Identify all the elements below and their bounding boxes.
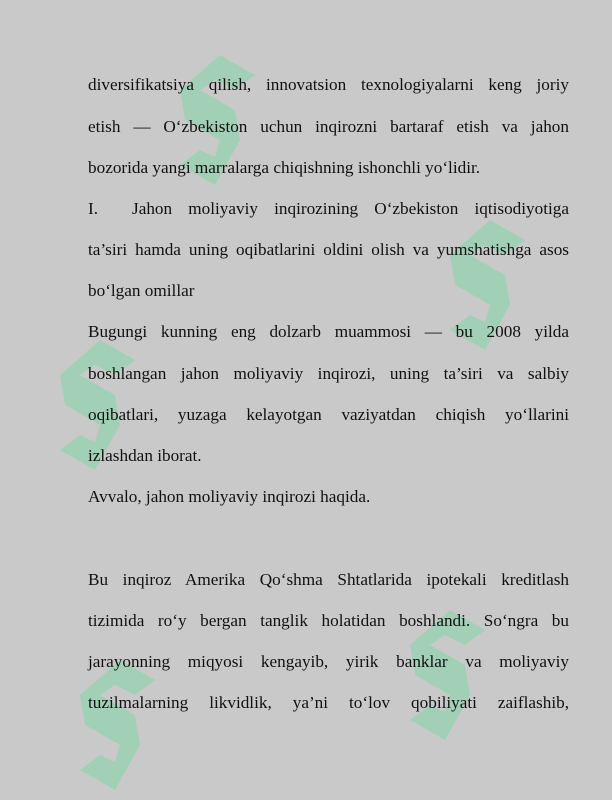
paragraph-line: Bu inqiroz Amerika Qo‘shma Shtatlarida ipotekali kreditlash <box>88 570 569 589</box>
paragraph-line: boshlangan jahon moliyaviy inqirozi, uning ta’siri va salbiy <box>88 364 569 383</box>
watermark-logo-icon <box>60 650 170 800</box>
paragraph-line: diversifikatsiya qilish, innovatsion texnologiyalarni keng joriy <box>88 75 569 94</box>
heading-number: I. <box>88 199 99 218</box>
paragraph-line: tizimida ro‘y bergan tanglik holatidan boshlandi. So‘ngra bu <box>88 611 569 630</box>
paragraph-line: tuzilmalarning likvidlik, ya’ni to‘lov qobiliyati zaiflashib, <box>88 693 569 712</box>
heading-line: bo‘lgan omillar <box>88 281 195 300</box>
paragraph-line: Bugungi kunning eng dolzarb muammosi — bu 2008 yilda <box>88 322 569 341</box>
paragraph-line: jarayonning miqyosi kengayib, yirik banklar va moliyaviy <box>88 652 569 671</box>
paragraph-line: Avvalo, jahon moliyaviy inqirozi haqida. <box>88 487 371 506</box>
paragraph-line: oqibatlari, yuzaga kelayotgan vaziyatdan chiqish yo‘llarini <box>88 405 569 424</box>
heading-text: Jahon moliyaviy inqirozining O‘zbekiston iqtisodiyotiga <box>132 199 569 218</box>
heading-line: ta’siri hamda uning oqibatlarini oldini olish va yumshatishga asos <box>88 240 569 259</box>
paragraph-line: etish — O‘zbekiston uchun inqirozni bartaraf etish va jahon <box>88 117 569 136</box>
paragraph-line: bozorida yangi marralarga chiqishning ishonchli yo‘lidir. <box>88 158 481 177</box>
paragraph-line: izlashdan iborat. <box>88 446 202 465</box>
